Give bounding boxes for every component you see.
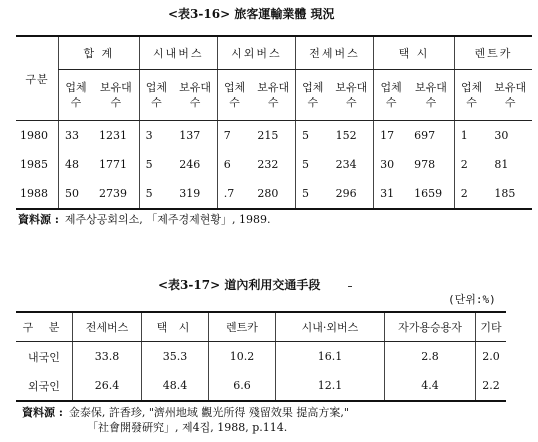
data-cell: 5 [295, 179, 329, 209]
subheader-count: 업체수 [454, 70, 488, 121]
data-cell: 697 [414, 129, 436, 142]
column-header: 전세버스 [73, 312, 142, 342]
data-cell: 35.3 [142, 342, 209, 372]
source-label: 資料源 : [22, 406, 63, 419]
data-cell: 16.1 [276, 342, 385, 372]
subheader-count: 업체수 [139, 70, 173, 121]
data-cell: 2.2 [476, 371, 507, 401]
column-header: 렌트카 [209, 312, 276, 342]
data-cell: 50 [59, 179, 94, 209]
group-header: 렌트카 [454, 36, 532, 70]
table2-title: <表3-17> 道內利用交通手段 [158, 278, 321, 292]
table-row [16, 342, 506, 372]
data-cell: 1231 [99, 129, 127, 142]
group-header: 전세버스 [295, 36, 373, 70]
row-header: 구분 [16, 36, 59, 121]
transport-business-table [16, 35, 532, 210]
data-cell: 7 [217, 121, 251, 151]
source-label: 資料源 : [18, 213, 59, 226]
table1-title: <表3-16> 旅客運輸業體 現況 [168, 7, 335, 21]
data-cell: 5 [295, 121, 329, 151]
travel-mode-table [16, 311, 506, 402]
data-cell: 33 [59, 121, 94, 151]
data-cell: 81 [494, 158, 509, 171]
column-header: 자가용승용자 [385, 312, 476, 342]
source-line-1: 金泰保, 許香珍, "濟州地域 觀光所得 殘留效果 提高方案," [68, 406, 349, 419]
data-cell: 152 [335, 129, 357, 142]
data-cell: 2.0 [476, 342, 507, 372]
year-cell: 1980 [20, 129, 48, 142]
data-cell: 30 [374, 150, 409, 179]
group-header: 시외버스 [217, 36, 295, 70]
data-cell: 26.4 [73, 371, 142, 401]
row-label: 외국인 [28, 379, 60, 393]
data-cell: 30 [494, 129, 509, 142]
table-row [16, 121, 532, 151]
data-cell: 5 [139, 179, 173, 209]
subheader-owned: 보유대수 [173, 70, 217, 121]
data-cell: 246 [179, 158, 201, 171]
group-header: 택 시 [374, 36, 455, 70]
data-cell: 6 [217, 150, 251, 179]
data-cell: 1771 [99, 158, 127, 171]
subheader-owned: 보유대수 [488, 70, 532, 121]
data-cell: 1659 [414, 187, 443, 200]
subheader-count: 업체수 [217, 70, 251, 121]
data-cell: 4.4 [385, 371, 476, 401]
stray-mark [348, 286, 352, 287]
source-line-2: 「社會開發硏究」, 제4집, 1988, p.114. [87, 421, 288, 434]
data-cell: 215 [257, 129, 279, 142]
data-cell: 48.4 [142, 371, 209, 401]
data-cell: 33.8 [73, 342, 142, 372]
table-row [16, 371, 506, 401]
data-cell: 137 [179, 129, 201, 142]
subheader-owned: 보유대수 [408, 70, 454, 121]
table1-source [18, 211, 271, 227]
year-cell: 1988 [20, 187, 48, 200]
data-cell: 5 [295, 150, 329, 179]
column-header: 기타 [476, 312, 507, 342]
subheader-owned: 보유대수 [93, 70, 139, 121]
unit-label: (단위:%) [448, 293, 496, 306]
data-cell: 280 [257, 187, 279, 200]
data-cell: 2 [454, 179, 488, 209]
data-cell: 5 [139, 150, 173, 179]
data-cell: 234 [335, 158, 357, 171]
data-cell: .7 [217, 179, 251, 209]
subheader-count: 업체수 [295, 70, 329, 121]
data-cell: 6.6 [209, 371, 276, 401]
group-header: 합 계 [59, 36, 140, 70]
table2-source [22, 405, 349, 435]
data-cell: 319 [179, 187, 201, 200]
data-cell: 17 [374, 121, 409, 151]
data-cell: 1 [454, 121, 488, 151]
data-cell: 232 [257, 158, 279, 171]
year-cell: 1985 [20, 158, 48, 171]
subheader-count: 업체수 [374, 70, 409, 121]
subheader-count: 업체수 [59, 70, 94, 121]
data-cell: 10.2 [209, 342, 276, 372]
data-cell: 2.8 [385, 342, 476, 372]
subheader-owned: 보유대수 [251, 70, 295, 121]
column-header: 구 분 [16, 312, 73, 342]
data-cell: 296 [335, 187, 357, 200]
data-cell: 978 [414, 158, 436, 171]
data-cell: 48 [59, 150, 94, 179]
data-cell: 2 [454, 150, 488, 179]
source-text: 제주상공회의소, 「제주경제현황」, 1989. [64, 213, 271, 226]
data-cell: 3 [139, 121, 173, 151]
subheader-owned: 보유대수 [330, 70, 374, 121]
data-cell: 12.1 [276, 371, 385, 401]
data-cell: 31 [374, 179, 409, 209]
data-cell: 185 [494, 187, 516, 200]
column-header: 시내·외버스 [276, 312, 385, 342]
data-cell: 2739 [99, 187, 127, 200]
row-label: 내국인 [28, 350, 60, 364]
table-row [16, 150, 532, 179]
column-header: 택 시 [142, 312, 209, 342]
group-header: 시내버스 [139, 36, 217, 70]
table-row [16, 179, 532, 209]
